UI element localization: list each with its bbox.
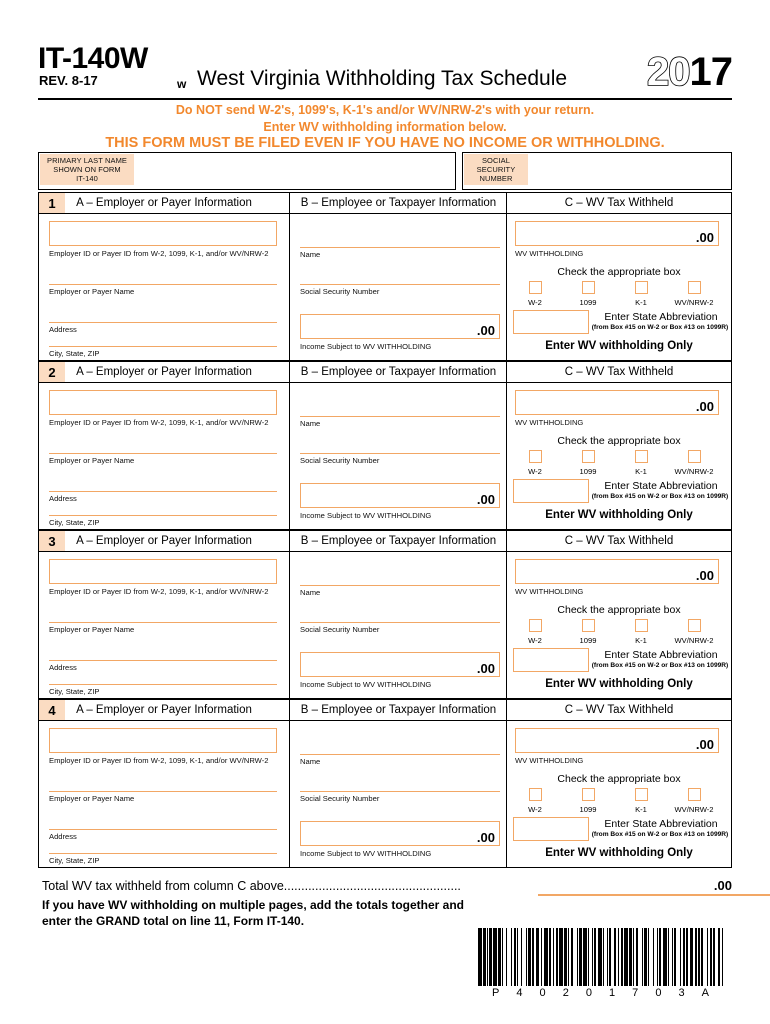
state-abbreviation-input[interactable] bbox=[513, 479, 589, 503]
column-c-title: C – WV Tax Withheld bbox=[506, 531, 731, 551]
employer-id-label: Employer ID or Payer ID from W-2, 1099, K-1, and/or WV/NRW-2 bbox=[49, 249, 269, 258]
column-a-title: A – Employer or Payer Information bbox=[76, 704, 252, 716]
state-abbreviation-input[interactable] bbox=[513, 310, 589, 334]
employer-address-input[interactable] bbox=[49, 491, 277, 492]
instruction-line-3: THIS FORM MUST BE FILED EVEN IF YOU HAVE NO INCOME OR WITHHOLDING. bbox=[105, 135, 665, 151]
column-b bbox=[289, 552, 506, 698]
employee-name-input[interactable] bbox=[300, 585, 500, 586]
checkbox-k1-label: K-1 bbox=[635, 636, 647, 645]
column-a bbox=[39, 552, 289, 698]
block-body bbox=[39, 383, 731, 529]
column-a-title: A – Employer or Payer Information bbox=[76, 535, 252, 547]
employee-ssn-input[interactable] bbox=[300, 622, 500, 623]
employer-city-label: City, State, ZIP bbox=[49, 856, 100, 865]
checkbox-w2[interactable] bbox=[529, 281, 542, 294]
checkbox-w2-label: W-2 bbox=[528, 636, 542, 645]
income-subject-input[interactable] bbox=[300, 483, 500, 508]
checkbox-k1[interactable] bbox=[635, 619, 648, 632]
column-a-title: A – Employer or Payer Information bbox=[76, 197, 252, 209]
wv-withholding-input[interactable] bbox=[515, 559, 719, 584]
withholding-decimal-suffix: .00 bbox=[695, 230, 714, 245]
checkbox-wv-nrw2[interactable] bbox=[688, 788, 701, 801]
check-box-instruction: Check the appropriate box bbox=[557, 435, 681, 447]
barcode-digit: 0 bbox=[539, 987, 546, 999]
employer-name-input[interactable] bbox=[49, 453, 277, 454]
checkbox-1099-label: 1099 bbox=[579, 467, 597, 476]
column-b-title: B – Employee or Taxpayer Information bbox=[289, 193, 507, 213]
checkbox-w2[interactable] bbox=[529, 788, 542, 801]
employee-ssn-input[interactable] bbox=[300, 284, 500, 285]
employer-address-label: Address bbox=[49, 494, 77, 503]
column-b-title: B – Employee or Taxpayer Information bbox=[289, 700, 507, 720]
barcode-digit: P bbox=[492, 987, 500, 999]
wv-withholding-label: WV WITHHOLDING bbox=[515, 587, 584, 596]
withholding-block bbox=[38, 192, 732, 361]
state-abbreviation-label: Enter State Abbreviation bbox=[604, 649, 718, 661]
column-c-title: C – WV Tax Withheld bbox=[506, 193, 731, 213]
wv-withholding-label: WV WITHHOLDING bbox=[515, 756, 584, 765]
checkbox-wv-nrw2[interactable] bbox=[688, 619, 701, 632]
employer-name-input[interactable] bbox=[49, 791, 277, 792]
employer-city-input[interactable] bbox=[49, 684, 277, 685]
employer-address-label: Address bbox=[49, 832, 77, 841]
total-amount: .00 bbox=[713, 878, 732, 893]
barcode-digit: 7 bbox=[632, 987, 639, 999]
check-box-instruction: Check the appropriate box bbox=[557, 266, 681, 278]
barcode-digit: 2 bbox=[562, 987, 569, 999]
block-body bbox=[39, 552, 731, 698]
header-divider bbox=[38, 98, 732, 100]
primary-last-name-field[interactable] bbox=[38, 152, 456, 190]
total-input-rule[interactable] bbox=[538, 894, 770, 896]
tax-year-prefix: 20 bbox=[647, 50, 690, 94]
checkbox-1099[interactable] bbox=[582, 450, 595, 463]
employer-name-input[interactable] bbox=[49, 622, 277, 623]
income-subject-label: Income Subject to WV WITHHOLDING bbox=[300, 680, 432, 689]
employer-id-label: Employer ID or Payer ID from W-2, 1099, K-1, and/or WV/NRW-2 bbox=[49, 418, 269, 427]
checkbox-k1-label: K-1 bbox=[635, 467, 647, 476]
employer-id-input[interactable] bbox=[49, 559, 277, 584]
enter-wv-only-note: Enter WV withholding Only bbox=[545, 847, 693, 859]
employer-id-input[interactable] bbox=[49, 390, 277, 415]
name-label-line-2: SHOWN ON FORM bbox=[53, 165, 121, 175]
employer-address-label: Address bbox=[49, 663, 77, 672]
employer-name-label: Employer or Payer Name bbox=[49, 287, 135, 296]
employee-ssn-input[interactable] bbox=[300, 791, 500, 792]
column-a bbox=[39, 383, 289, 529]
state-abbreviation-sublabel: (from Box #15 on W-2 or Box #13 on 1099R) bbox=[591, 831, 729, 838]
employer-city-input[interactable] bbox=[49, 515, 277, 516]
employer-name-label: Employer or Payer Name bbox=[49, 625, 135, 634]
checkbox-wv-nrw2-label: WV/NRW-2 bbox=[674, 298, 714, 307]
block-body bbox=[39, 214, 731, 360]
employer-city-label: City, State, ZIP bbox=[49, 349, 100, 358]
checkbox-wv-nrw2-label: WV/NRW-2 bbox=[674, 467, 714, 476]
block-number: 1 bbox=[39, 193, 65, 213]
ssn-label-line-1: SOCIAL bbox=[481, 156, 511, 165]
tax-year bbox=[647, 52, 732, 92]
employee-ssn-input[interactable] bbox=[300, 453, 500, 454]
checkbox-w2-label: W-2 bbox=[528, 298, 542, 307]
checkbox-w2-label: W-2 bbox=[528, 805, 542, 814]
block-header bbox=[39, 193, 731, 214]
wv-withholding-label: WV WITHHOLDING bbox=[515, 249, 584, 258]
employee-name-label: Name bbox=[300, 250, 321, 259]
withholding-block bbox=[38, 361, 732, 530]
checkbox-k1[interactable] bbox=[635, 281, 648, 294]
employer-id-label: Employer ID or Payer ID from W-2, 1099, K-1, and/or WV/NRW-2 bbox=[49, 756, 269, 765]
block-header bbox=[39, 362, 731, 383]
column-a-title: A – Employer or Payer Information bbox=[76, 366, 252, 378]
state-abbreviation-input[interactable] bbox=[513, 648, 589, 672]
barcode-digit: 1 bbox=[609, 987, 616, 999]
employee-ssn-label: Social Security Number bbox=[300, 456, 380, 465]
employer-city-label: City, State, ZIP bbox=[49, 518, 100, 527]
checkbox-wv-nrw2[interactable] bbox=[688, 450, 701, 463]
barcode-digit: 0 bbox=[655, 987, 662, 999]
ssn-label-line-3: NUMBER bbox=[479, 174, 513, 184]
wv-logo-icon: w bbox=[177, 77, 187, 91]
column-a bbox=[39, 214, 289, 360]
employer-city-input[interactable] bbox=[49, 853, 277, 854]
income-decimal-suffix: .00 bbox=[476, 661, 495, 676]
employer-address-input[interactable] bbox=[49, 660, 277, 661]
block-number: 2 bbox=[39, 362, 65, 382]
withholding-block bbox=[38, 530, 732, 699]
withholding-decimal-suffix: .00 bbox=[695, 737, 714, 752]
employee-name-label: Name bbox=[300, 419, 321, 428]
barcode-text bbox=[478, 987, 723, 999]
employee-name-input[interactable] bbox=[300, 416, 500, 417]
income-decimal-suffix: .00 bbox=[476, 323, 495, 338]
enter-wv-only-note: Enter WV withholding Only bbox=[545, 678, 693, 690]
barcode-bars bbox=[478, 928, 723, 986]
state-abbreviation-label: Enter State Abbreviation bbox=[604, 311, 718, 323]
tax-year-suffix: 17 bbox=[689, 50, 732, 94]
column-b-title: B – Employee or Taxpayer Information bbox=[289, 531, 507, 551]
state-abbreviation-label: Enter State Abbreviation bbox=[604, 480, 718, 492]
note-line-2: enter the GRAND total on line 11, Form IT-140. bbox=[42, 913, 305, 928]
employer-name-label: Employer or Payer Name bbox=[49, 794, 135, 803]
employer-city-label: City, State, ZIP bbox=[49, 687, 100, 696]
multiple-pages-note bbox=[42, 898, 512, 929]
employee-ssn-label: Social Security Number bbox=[300, 794, 380, 803]
form-barcode bbox=[478, 928, 723, 999]
employer-id-input[interactable] bbox=[49, 728, 277, 753]
employer-name-label: Employer or Payer Name bbox=[49, 456, 135, 465]
total-label: Total WV tax withheld from column C above................................................... bbox=[42, 879, 461, 893]
employee-name-label: Name bbox=[300, 588, 321, 597]
checkbox-k1-label: K-1 bbox=[635, 298, 647, 307]
ssn-label-line-2: SECURITY bbox=[476, 165, 516, 175]
column-a bbox=[39, 721, 289, 867]
block-body bbox=[39, 721, 731, 867]
employee-name-input[interactable] bbox=[300, 754, 500, 755]
wv-withholding-input[interactable] bbox=[515, 728, 719, 753]
block-number: 4 bbox=[39, 700, 65, 720]
checkbox-wv-nrw2[interactable] bbox=[688, 281, 701, 294]
checkbox-1099[interactable] bbox=[582, 788, 595, 801]
form-number: IT-140W bbox=[38, 42, 148, 75]
column-c bbox=[506, 721, 730, 867]
employee-name-input[interactable] bbox=[300, 247, 500, 248]
checkbox-w2[interactable] bbox=[529, 450, 542, 463]
ssn-label bbox=[464, 154, 528, 185]
checkbox-k1-label: K-1 bbox=[635, 805, 647, 814]
income-subject-label: Income Subject to WV WITHHOLDING bbox=[300, 342, 432, 351]
wv-withholding-label: WV WITHHOLDING bbox=[515, 418, 584, 427]
column-b bbox=[289, 383, 506, 529]
name-label-line-1: PRIMARY LAST NAME bbox=[46, 156, 128, 165]
enter-wv-only-note: Enter WV withholding Only bbox=[545, 340, 693, 352]
checkbox-1099[interactable] bbox=[582, 281, 595, 294]
income-subject-label: Income Subject to WV WITHHOLDING bbox=[300, 511, 432, 520]
income-decimal-suffix: .00 bbox=[476, 492, 495, 507]
instruction-line-1: Do NOT send W-2's, 1099's, K-1's and/or WV/NRW-2's with your return. bbox=[175, 103, 595, 117]
check-box-instruction: Check the appropriate box bbox=[557, 773, 681, 785]
column-c bbox=[506, 552, 730, 698]
income-subject-input[interactable] bbox=[300, 821, 500, 846]
name-label-line-3: IT-140 bbox=[76, 174, 98, 184]
barcode-digit: A bbox=[701, 987, 709, 999]
employer-address-label: Address bbox=[49, 325, 77, 334]
employee-ssn-label: Social Security Number bbox=[300, 287, 380, 296]
checkbox-k1[interactable] bbox=[635, 788, 648, 801]
column-b bbox=[289, 721, 506, 867]
social-security-number-field[interactable] bbox=[462, 152, 732, 190]
enter-wv-only-note: Enter WV withholding Only bbox=[545, 509, 693, 521]
state-abbreviation-sublabel: (from Box #15 on W-2 or Box #13 on 1099R) bbox=[591, 662, 729, 669]
instruction-line-2: Enter WV withholding information below. bbox=[263, 120, 507, 134]
wv-withholding-input[interactable] bbox=[515, 221, 719, 246]
withholding-decimal-suffix: .00 bbox=[695, 568, 714, 583]
column-c-title: C – WV Tax Withheld bbox=[506, 700, 731, 720]
withholding-block bbox=[38, 699, 732, 868]
employer-address-input[interactable] bbox=[49, 322, 277, 323]
check-box-instruction: Check the appropriate box bbox=[557, 604, 681, 616]
employee-name-label: Name bbox=[300, 757, 321, 766]
note-line-1: If you have WV withholding on multiple pages, add the totals together and bbox=[42, 898, 465, 912]
income-decimal-suffix: .00 bbox=[476, 830, 495, 845]
barcode-digit: 4 bbox=[516, 987, 523, 999]
block-header bbox=[39, 531, 731, 552]
barcode-digit: 0 bbox=[585, 987, 592, 999]
page-title: West Virginia Withholding Tax Schedule bbox=[197, 67, 568, 90]
barcode-digit: 3 bbox=[678, 987, 685, 999]
column-c-title: C – WV Tax Withheld bbox=[506, 362, 731, 382]
income-subject-label: Income Subject to WV WITHHOLDING bbox=[300, 849, 432, 858]
state-abbreviation-sublabel: (from Box #15 on W-2 or Box #13 on 1099R) bbox=[591, 324, 729, 331]
checkbox-1099-label: 1099 bbox=[579, 298, 597, 307]
form-header bbox=[38, 44, 732, 102]
employer-address-input[interactable] bbox=[49, 829, 277, 830]
checkbox-1099-label: 1099 bbox=[579, 636, 597, 645]
employer-id-label: Employer ID or Payer ID from W-2, 1099, K-1, and/or WV/NRW-2 bbox=[49, 587, 269, 596]
employer-name-input[interactable] bbox=[49, 284, 277, 285]
employer-city-input[interactable] bbox=[49, 346, 277, 347]
column-c bbox=[506, 214, 730, 360]
checkbox-w2[interactable] bbox=[529, 619, 542, 632]
income-subject-input[interactable] bbox=[300, 314, 500, 339]
column-b-title: B – Employee or Taxpayer Information bbox=[289, 362, 507, 382]
block-header bbox=[39, 700, 731, 721]
column-b bbox=[289, 214, 506, 360]
block-number: 3 bbox=[39, 531, 65, 551]
state-abbreviation-input[interactable] bbox=[513, 817, 589, 841]
form-revision: REV. 8-17 bbox=[39, 73, 98, 88]
barcode-bar bbox=[722, 928, 723, 986]
employee-ssn-label: Social Security Number bbox=[300, 625, 380, 634]
checkbox-1099[interactable] bbox=[582, 619, 595, 632]
column-c bbox=[506, 383, 730, 529]
employer-id-input[interactable] bbox=[49, 221, 277, 246]
wv-withholding-input[interactable] bbox=[515, 390, 719, 415]
checkbox-w2-label: W-2 bbox=[528, 467, 542, 476]
checkbox-wv-nrw2-label: WV/NRW-2 bbox=[674, 805, 714, 814]
state-abbreviation-sublabel: (from Box #15 on W-2 or Box #13 on 1099R) bbox=[591, 493, 729, 500]
checkbox-wv-nrw2-label: WV/NRW-2 bbox=[674, 636, 714, 645]
checkbox-1099-label: 1099 bbox=[579, 805, 597, 814]
withholding-decimal-suffix: .00 bbox=[695, 399, 714, 414]
primary-last-name-label bbox=[40, 154, 134, 185]
income-subject-input[interactable] bbox=[300, 652, 500, 677]
state-abbreviation-label: Enter State Abbreviation bbox=[604, 818, 718, 830]
total-row bbox=[42, 878, 732, 896]
checkbox-k1[interactable] bbox=[635, 450, 648, 463]
